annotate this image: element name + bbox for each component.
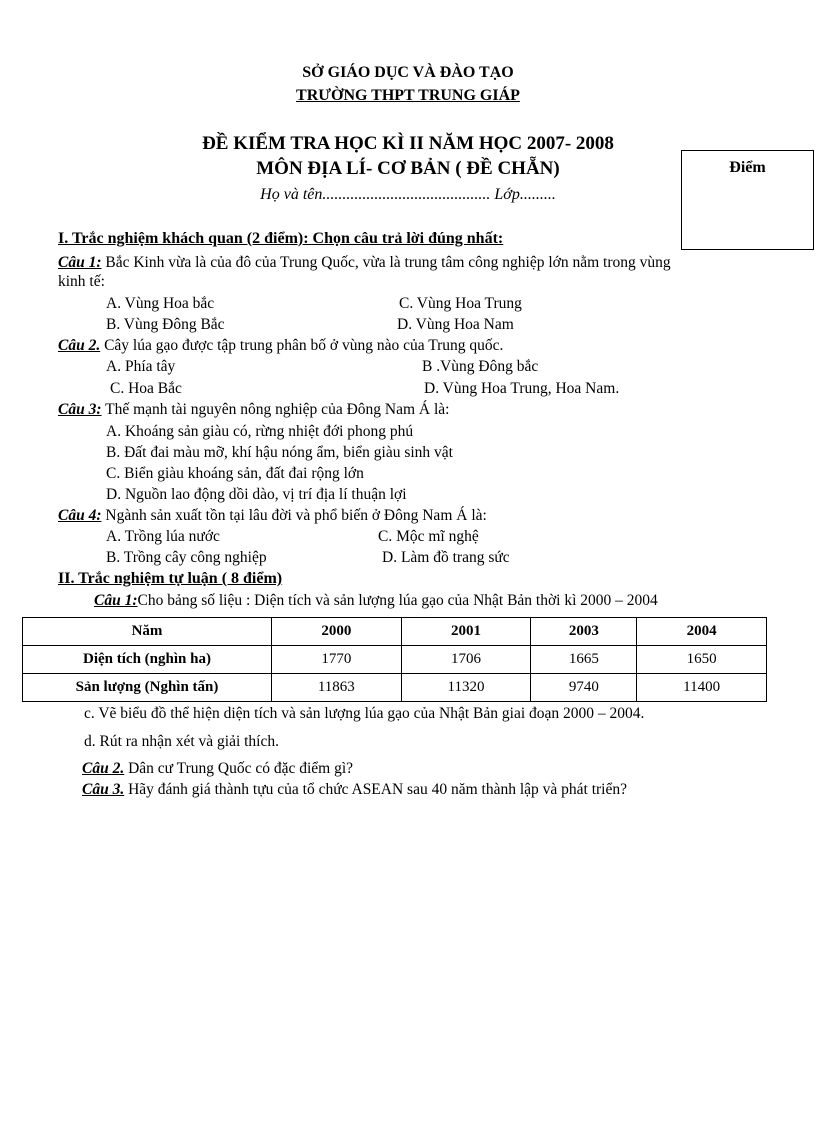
- q4-option-a: A. Trồng lúa nước: [106, 528, 220, 545]
- part1-heading: I. Trắc nghiệm khách quan (2 điểm): Chọn câu trả lời đúng nhất:: [58, 230, 504, 247]
- q2-option-a: A. Phía tây: [106, 358, 176, 375]
- school-name: TRƯỜNG THPT TRUNG GIÁP: [296, 87, 520, 104]
- table-header-cell: 2004: [637, 618, 767, 646]
- question-2: [58, 336, 503, 356]
- table-cell: 1770: [272, 646, 402, 674]
- table-header-cell: 2003: [531, 618, 637, 646]
- q2-option-b: B .Vùng Đông bắc: [422, 358, 539, 375]
- question-text: Bắc Kinh vừa là của đô của Trung Quốc, vừa là trung tâm công nghiệp lớn nằm trong vùng: [101, 254, 671, 271]
- question-text: Ngành sản xuất tồn tại lâu đời và phổ biến ở Đông Nam Á là:: [101, 507, 487, 524]
- question-label: Câu 2.: [58, 337, 101, 354]
- question-label: Câu 4:: [58, 507, 102, 524]
- part2-heading: II. Trắc nghiệm tự luận ( 8 điểm): [58, 570, 283, 587]
- table-header-cell: Năm: [23, 618, 272, 646]
- question-text: Dân cư Trung Quốc có đặc điểm gì?: [124, 760, 354, 777]
- table-row-label: Sản lượng (Nghìn tấn): [23, 674, 272, 702]
- question-label: Câu 3:: [58, 401, 102, 418]
- table-row-label: Diện tích (nghìn ha): [23, 646, 272, 674]
- q1-option-d: D. Vùng Hoa Nam: [397, 316, 514, 333]
- table-cell: 11320: [401, 674, 531, 702]
- table-header-cell: 2001: [401, 618, 531, 646]
- student-name-line: Họ và tên.......................................... Lớp.........: [260, 186, 556, 203]
- score-box: [681, 150, 814, 250]
- question-label: Câu 1:: [94, 592, 138, 609]
- essay-question-3: [82, 780, 627, 800]
- q4-option-b: B. Trồng cây công nghiệp: [106, 549, 267, 566]
- q1-option-c: C. Vùng Hoa Trung: [399, 295, 522, 312]
- q1-option-b: B. Vùng Đông Bắc: [106, 316, 225, 333]
- department-title: SỞ GIÁO DỤC VÀ ĐÀO TẠO: [302, 64, 514, 81]
- table-cell: 1706: [401, 646, 531, 674]
- question-1: [58, 253, 671, 273]
- table-cell: 11400: [637, 674, 767, 702]
- question-text: Hãy đánh giá thành tựu của tổ chức ASEAN sau 40 năm thành lập và phát triển?: [124, 781, 627, 798]
- q3-option-c: C. Biển giàu khoáng sản, đất đai rộng lớn: [106, 465, 364, 482]
- task-d: d. Rút ra nhận xét và giải thích.: [84, 733, 279, 750]
- question-text: Thế mạnh tài nguyên nông nghiệp của Đông Nam Á là:: [101, 401, 450, 418]
- table-row: [23, 646, 767, 674]
- table-header-row: [23, 618, 767, 646]
- table-cell: 9740: [531, 674, 637, 702]
- q3-option-d: D. Nguồn lao động dồi dào, vị trí địa lí thuận lợi: [106, 486, 407, 503]
- table-cell: 1665: [531, 646, 637, 674]
- table-cell: 1650: [637, 646, 767, 674]
- essay-question-1: [94, 591, 658, 611]
- rice-data-table: [22, 617, 767, 702]
- exam-subject: MÔN ĐỊA LÍ- CƠ BẢN ( ĐỀ CHẴN): [256, 158, 560, 179]
- task-c: c. Vẽ biểu đồ thể hiện diện tích và sản lượng lúa gạo của Nhật Bản giai đoạn 2000 – 2004.: [84, 705, 645, 722]
- question-label: Câu 1:: [58, 254, 102, 271]
- table-header-cell: 2000: [272, 618, 402, 646]
- q3-option-a: A. Khoáng sản giàu có, rừng nhiệt đới phong phú: [106, 423, 414, 440]
- question-3: [58, 400, 449, 420]
- q1-option-a: A. Vùng Hoa bắc: [106, 295, 215, 312]
- question-text: Cho bảng số liệu : Diện tích và sản lượng lúa gạo của Nhật Bản thời kì 2000 – 2004: [137, 592, 658, 609]
- exam-title: ĐỀ KIỂM TRA HỌC KÌ II NĂM HỌC 2007- 2008: [202, 133, 614, 154]
- question-label: Câu 2.: [82, 760, 125, 777]
- q2-option-c: C. Hoa Bắc: [110, 380, 182, 397]
- question-1-cont: kinh tế:: [58, 273, 105, 290]
- question-label: Câu 3.: [82, 781, 125, 798]
- question-text: Cây lúa gạo được tập trung phân bố ở vùng nào của Trung quốc.: [100, 337, 504, 354]
- q4-option-c: C. Mộc mĩ nghệ: [378, 528, 479, 545]
- table-row: [23, 674, 767, 702]
- table-cell: 11863: [272, 674, 402, 702]
- q4-option-d: D. Làm đồ trang sức: [382, 549, 510, 566]
- q3-option-b: B. Đất đai màu mỡ, khí hậu nóng ẩm, biển giàu sinh vật: [106, 444, 453, 461]
- question-4: [58, 506, 487, 526]
- q2-option-d: D. Vùng Hoa Trung, Hoa Nam.: [424, 380, 620, 397]
- score-label: Điểm: [729, 159, 766, 176]
- essay-question-2: [82, 759, 353, 779]
